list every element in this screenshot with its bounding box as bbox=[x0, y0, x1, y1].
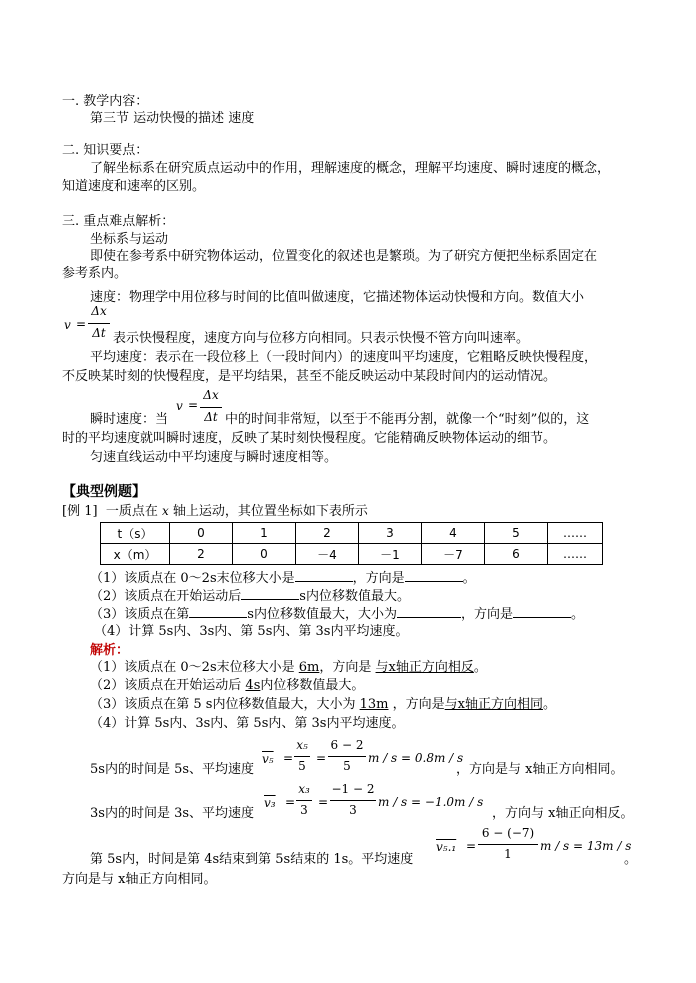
avg-5th-post: 。 bbox=[624, 852, 638, 867]
table-cell: －1 bbox=[359, 544, 422, 565]
v5-den: 5 bbox=[343, 759, 351, 773]
fraction-bar bbox=[296, 800, 312, 801]
inst-speed-pre: 瞬时速度：当 bbox=[90, 412, 169, 427]
solution-label: 解析： bbox=[90, 643, 130, 658]
coord-line-2: 参考系内。 bbox=[62, 266, 128, 281]
v5-frac-2 bbox=[328, 738, 366, 774]
answer-3-value: 13m bbox=[359, 697, 389, 712]
fraction-bar-2 bbox=[200, 407, 222, 408]
question-1-mid: ，方向是 bbox=[352, 571, 405, 586]
table-cell: －4 bbox=[296, 544, 359, 565]
table-cell: 5 bbox=[485, 523, 548, 544]
position-table bbox=[100, 522, 603, 565]
question-3-pre: （3）该质点在第 bbox=[90, 607, 190, 622]
section-2-line-2: 知道速度和速率的区别。 bbox=[62, 179, 206, 194]
table-cell: 6 bbox=[485, 544, 548, 565]
formula-equals-2: = bbox=[188, 398, 199, 412]
formula-dx-2: Δx bbox=[203, 388, 219, 402]
question-2-post: s内位移数值最大。 bbox=[299, 589, 410, 604]
example-1-axis: x bbox=[161, 504, 169, 518]
formula-dt-2: Δt bbox=[204, 410, 218, 424]
answer-4: （4）计算 5s内、3s内、第 5s内、第 3s内平均速度。 bbox=[90, 716, 405, 731]
avg-5s-pre: 5s内的时间是 5s、平均速度 bbox=[90, 762, 255, 777]
equals-sign: = bbox=[318, 795, 329, 809]
question-1 bbox=[90, 569, 476, 587]
question-2-pre: （2）该质点在开始运动后 bbox=[90, 589, 242, 604]
examples-title: 【典型例题】 bbox=[62, 484, 146, 500]
v3-x: x₃ bbox=[298, 782, 310, 796]
example-1-intro bbox=[62, 503, 368, 520]
question-3-end: 。 bbox=[570, 607, 584, 622]
v3-result: m / s = −1.0m / s bbox=[378, 795, 484, 809]
answer-3-mid: ，方向是 bbox=[392, 697, 445, 712]
answer-blank bbox=[295, 569, 353, 582]
table-cell: …… bbox=[548, 523, 603, 544]
question-3-mid-2: ，方向是 bbox=[460, 607, 513, 622]
answer-1-direction: 与x轴正方向相反 bbox=[375, 660, 474, 675]
v3-t: 3 bbox=[300, 803, 308, 817]
formula-v: v bbox=[64, 318, 71, 332]
avg-3s-pre: 3s内的时间是 3s、平均速度 bbox=[90, 806, 255, 821]
fraction-bar bbox=[330, 800, 376, 801]
table-cell: 4 bbox=[422, 523, 485, 544]
equals-sign: = bbox=[466, 839, 477, 853]
inst-speed-post: 中的时间非常短，以至于不能再分割，就像一个“时刻”似的，这 bbox=[225, 412, 590, 427]
answer-3 bbox=[90, 697, 556, 713]
uniform-motion-line: 匀速直线运动中平均速度与瞬时速度相等。 bbox=[90, 450, 338, 465]
question-2 bbox=[90, 587, 410, 605]
equals-sign: = bbox=[316, 751, 327, 765]
table-cell: 1 bbox=[233, 523, 296, 544]
table-cell: 2 bbox=[296, 523, 359, 544]
formula-fraction-1 bbox=[88, 304, 110, 340]
v51-result: m / s = 13m / s bbox=[540, 839, 632, 853]
table-cell: 3 bbox=[359, 523, 422, 544]
v51-lhs: v₅.₁ bbox=[436, 840, 457, 854]
equals-sign: = bbox=[285, 795, 296, 809]
avg-speed-line-2: 不反映某时刻的快慢程度，是平均结果，甚至不能反映运动中某段时间内的运动情况。 bbox=[62, 369, 557, 384]
answer-1 bbox=[90, 660, 487, 676]
table-cell: …… bbox=[548, 544, 603, 565]
question-1-pre: （1）该质点在 0～2s末位移大小是 bbox=[90, 571, 295, 586]
coord-title: 坐标系与运动 bbox=[90, 232, 169, 247]
question-3 bbox=[90, 605, 584, 623]
formula-v-2: v bbox=[176, 399, 183, 413]
v3-frac-1 bbox=[296, 782, 312, 818]
example-1-text-pre: 一质点在 bbox=[105, 504, 158, 519]
v51-frac bbox=[478, 826, 538, 862]
v3-num: −1 − 2 bbox=[331, 782, 375, 796]
table-cell: 0 bbox=[233, 544, 296, 565]
v5-x: x₅ bbox=[296, 738, 308, 752]
equals-sign: = bbox=[283, 751, 294, 765]
table-row-time bbox=[101, 523, 603, 544]
answer-3-direction: 与x轴正方向相同 bbox=[444, 697, 543, 712]
answer-3-pre: （3）该质点在第 5 s内位移数值最大，大小为 bbox=[90, 697, 356, 712]
v51-den: 1 bbox=[504, 847, 512, 861]
avg-5th-line-2: 方向是与 x轴正方向相同。 bbox=[62, 872, 217, 887]
question-1-end: 。 bbox=[462, 571, 476, 586]
answer-blank bbox=[513, 605, 571, 618]
coord-line-1: 即使在参考系中研究物体运动，位置变化的叙述也是繁琐。为了研究方便把坐标系固定在 bbox=[90, 249, 598, 264]
answer-blank bbox=[189, 605, 247, 618]
table-row-position bbox=[101, 544, 603, 565]
example-1-text-post: 轴上运动，其位置坐标如下表所示 bbox=[172, 504, 368, 519]
example-1-label: [例 1] bbox=[62, 504, 98, 519]
answer-2 bbox=[90, 678, 364, 694]
inst-speed-line-2: 时的平均速度就叫瞬时速度，反映了某时刻快慢程度。它能精确反映物体运动的细节。 bbox=[62, 431, 557, 446]
avg-speed-line-1: 平均速度：表示在一段位移上（一段时间内）的速度叫平均速度，它粗略反映快慢程度， bbox=[90, 350, 598, 365]
v3-frac-2 bbox=[330, 782, 376, 818]
answer-1-value: 6m bbox=[298, 660, 320, 675]
v5-result: m / s = 0.8m / s bbox=[368, 751, 464, 765]
speed-line-1: 速度：物理学中用位移与时间的比值叫做速度，它描述物体运动快慢和方向。数值大小 bbox=[90, 290, 585, 305]
answer-blank bbox=[405, 569, 463, 582]
answer-1-mid: ，方向是 bbox=[319, 660, 372, 675]
formula-dx: Δx bbox=[91, 304, 107, 318]
v5-t: 5 bbox=[298, 759, 306, 773]
speed-line-2: 表示快慢程度，速度方向与位移方向相同。只表示快慢不管方向叫速率。 bbox=[113, 331, 530, 346]
formula-dt: Δt bbox=[92, 326, 106, 340]
section-1-content: 第三节 运动快慢的描述 速度 bbox=[90, 111, 255, 126]
table-cell: 0 bbox=[170, 523, 233, 544]
fraction-bar bbox=[88, 323, 110, 324]
answer-2-post: 内位移数值最大。 bbox=[260, 678, 365, 693]
v3-lhs: v₃ bbox=[264, 796, 276, 810]
answer-3-end: 。 bbox=[543, 697, 557, 712]
answer-blank bbox=[397, 605, 461, 618]
section-2-heading: 二. 知识要点： bbox=[62, 143, 149, 158]
avg-5s-post: ，方向是与 x轴正方向相同。 bbox=[456, 762, 624, 777]
answer-2-pre: （2）该质点在开始运动后 bbox=[90, 678, 242, 693]
answer-2-value: 4s bbox=[245, 678, 261, 693]
fraction-bar bbox=[478, 844, 538, 845]
table-header-time: t（s） bbox=[101, 523, 170, 544]
table-header-position: x（m） bbox=[101, 544, 170, 565]
fraction-bar bbox=[294, 756, 310, 757]
v3-den: 3 bbox=[349, 803, 357, 817]
table-cell: －7 bbox=[422, 544, 485, 565]
section-3-heading: 三. 重点难点解析： bbox=[62, 214, 175, 229]
v5-frac-1 bbox=[294, 738, 310, 774]
answer-blank bbox=[241, 587, 299, 600]
avg-5th-pre: 第 5s内，时间是第 4s结束到第 5s结束的 1s。平均速度 bbox=[90, 852, 414, 867]
question-4: （4）计算 5s内、3s内、第 5s内、第 3s内平均速度。 bbox=[94, 624, 409, 639]
question-3-mid-1: s内位移数值最大，大小为 bbox=[247, 607, 397, 622]
table-cell: 2 bbox=[170, 544, 233, 565]
fraction-bar bbox=[328, 756, 366, 757]
v51-num: 6 − (−7) bbox=[481, 826, 535, 840]
v5-lhs: v₅ bbox=[262, 752, 274, 766]
v5-num: 6 − 2 bbox=[330, 738, 364, 752]
answer-1-pre: （1）该质点在 0～2s末位移大小是 bbox=[90, 660, 295, 675]
formula-fraction-2 bbox=[200, 388, 222, 424]
formula-equals: = bbox=[76, 317, 87, 331]
section-2-line-1: 了解坐标系在研究质点运动中的作用，理解速度的概念，理解平均速度、瞬时速度的概念， bbox=[90, 161, 611, 176]
answer-1-end: 。 bbox=[473, 660, 487, 675]
section-1-heading: 一. 教学内容： bbox=[62, 94, 149, 109]
avg-3s-post: ，方向与 x轴正向相反。 bbox=[492, 806, 634, 821]
